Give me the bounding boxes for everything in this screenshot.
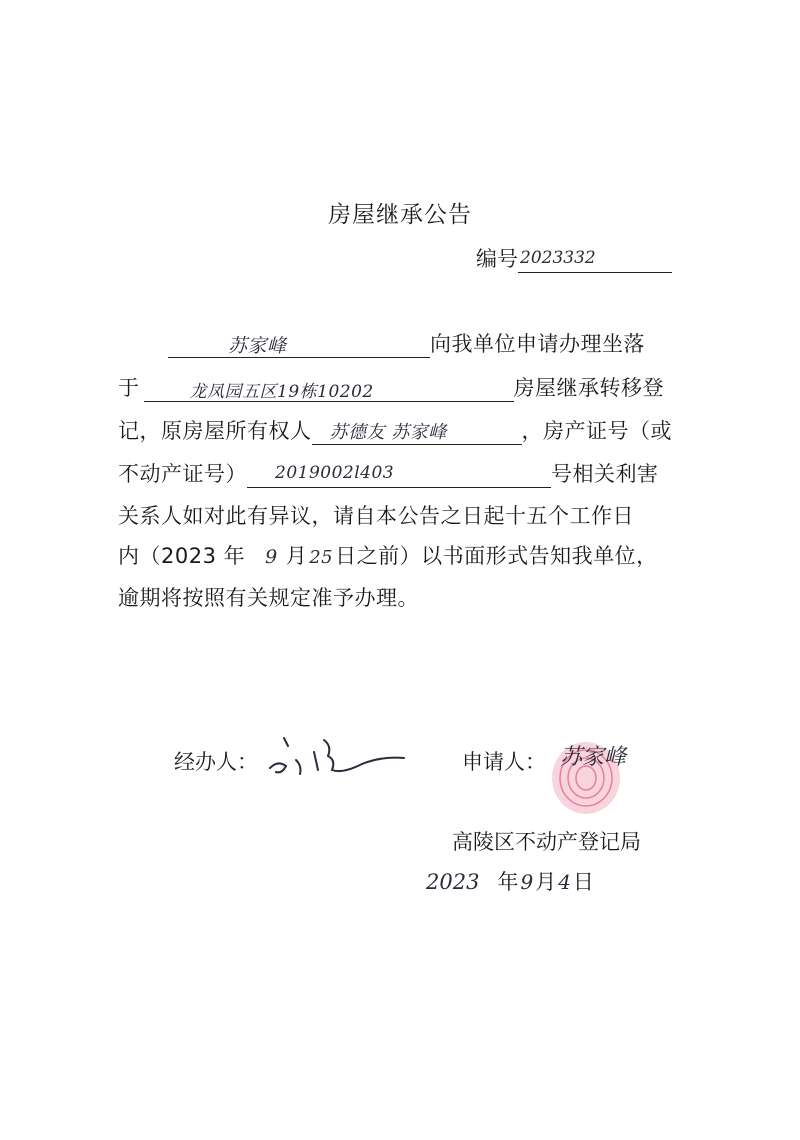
handler-signature-scribble	[262, 730, 412, 790]
document-title: 房屋继承公告	[328, 202, 472, 228]
date-day-handwritten: 4	[558, 870, 571, 894]
paragraph-line-2	[118, 372, 664, 402]
certificate-handwritten: 2019002l403	[275, 463, 395, 483]
applicant-blank	[168, 335, 430, 358]
line3-prefix: 记，原房屋所有权人	[118, 419, 312, 443]
date-day-label: 日	[572, 870, 594, 894]
applicant-signature: 苏家峰	[560, 745, 627, 770]
owners-handwritten: 苏德友 苏家峰	[329, 422, 447, 443]
line6-prefix: 内（2023 年	[118, 544, 246, 568]
address-handwritten: 龙凤园五区19栋10202	[189, 382, 374, 402]
date-year-handwritten: 2023	[426, 870, 480, 894]
date-row	[426, 866, 594, 896]
address-blank	[144, 379, 514, 402]
certificate-blank	[247, 465, 551, 488]
number-value: 2023332	[520, 248, 596, 268]
paragraph-line-3	[118, 415, 672, 445]
number-label: 编号	[476, 247, 518, 271]
line1-text: 向我单位申请办理坐落	[430, 332, 645, 356]
line4-prefix: 不动产证号）	[118, 462, 247, 486]
deadline-day-handwritten: 25	[309, 547, 334, 568]
line6-suffix: 日之前）以书面形式告知我单位，	[335, 544, 658, 568]
deadline-month-handwritten: 9	[265, 546, 278, 568]
number-blank	[518, 248, 672, 273]
line2-prefix: 于	[118, 376, 140, 400]
date-month-label: 月	[535, 870, 557, 894]
applicant-label: 申请人：	[462, 750, 546, 774]
document-number-row	[476, 243, 672, 273]
paragraph-line-4	[118, 458, 659, 488]
paragraph-line-5: 关系人如对此有异议，请自本公告之日起十五个工作日	[118, 504, 634, 528]
line2-suffix: 房屋继承转移登	[513, 376, 664, 400]
date-year-label: 年	[497, 870, 519, 894]
handler-label: 经办人：	[174, 750, 258, 774]
paragraph-line-6	[118, 540, 658, 570]
line3-suffix: ，房产证号（或	[521, 419, 672, 443]
applicant-name-handwritten: 苏家峰	[228, 335, 287, 357]
line4-suffix: 号相关利害	[551, 462, 659, 486]
paragraph-line-7: 逾期将按照有关规定准予办理。	[118, 586, 419, 610]
owners-blank	[312, 422, 522, 445]
paragraph-line-1	[118, 328, 645, 358]
office-name: 高陵区不动产登记局	[452, 830, 641, 854]
line6-month-label: 月	[285, 544, 308, 568]
date-month-handwritten: 9	[520, 870, 534, 894]
